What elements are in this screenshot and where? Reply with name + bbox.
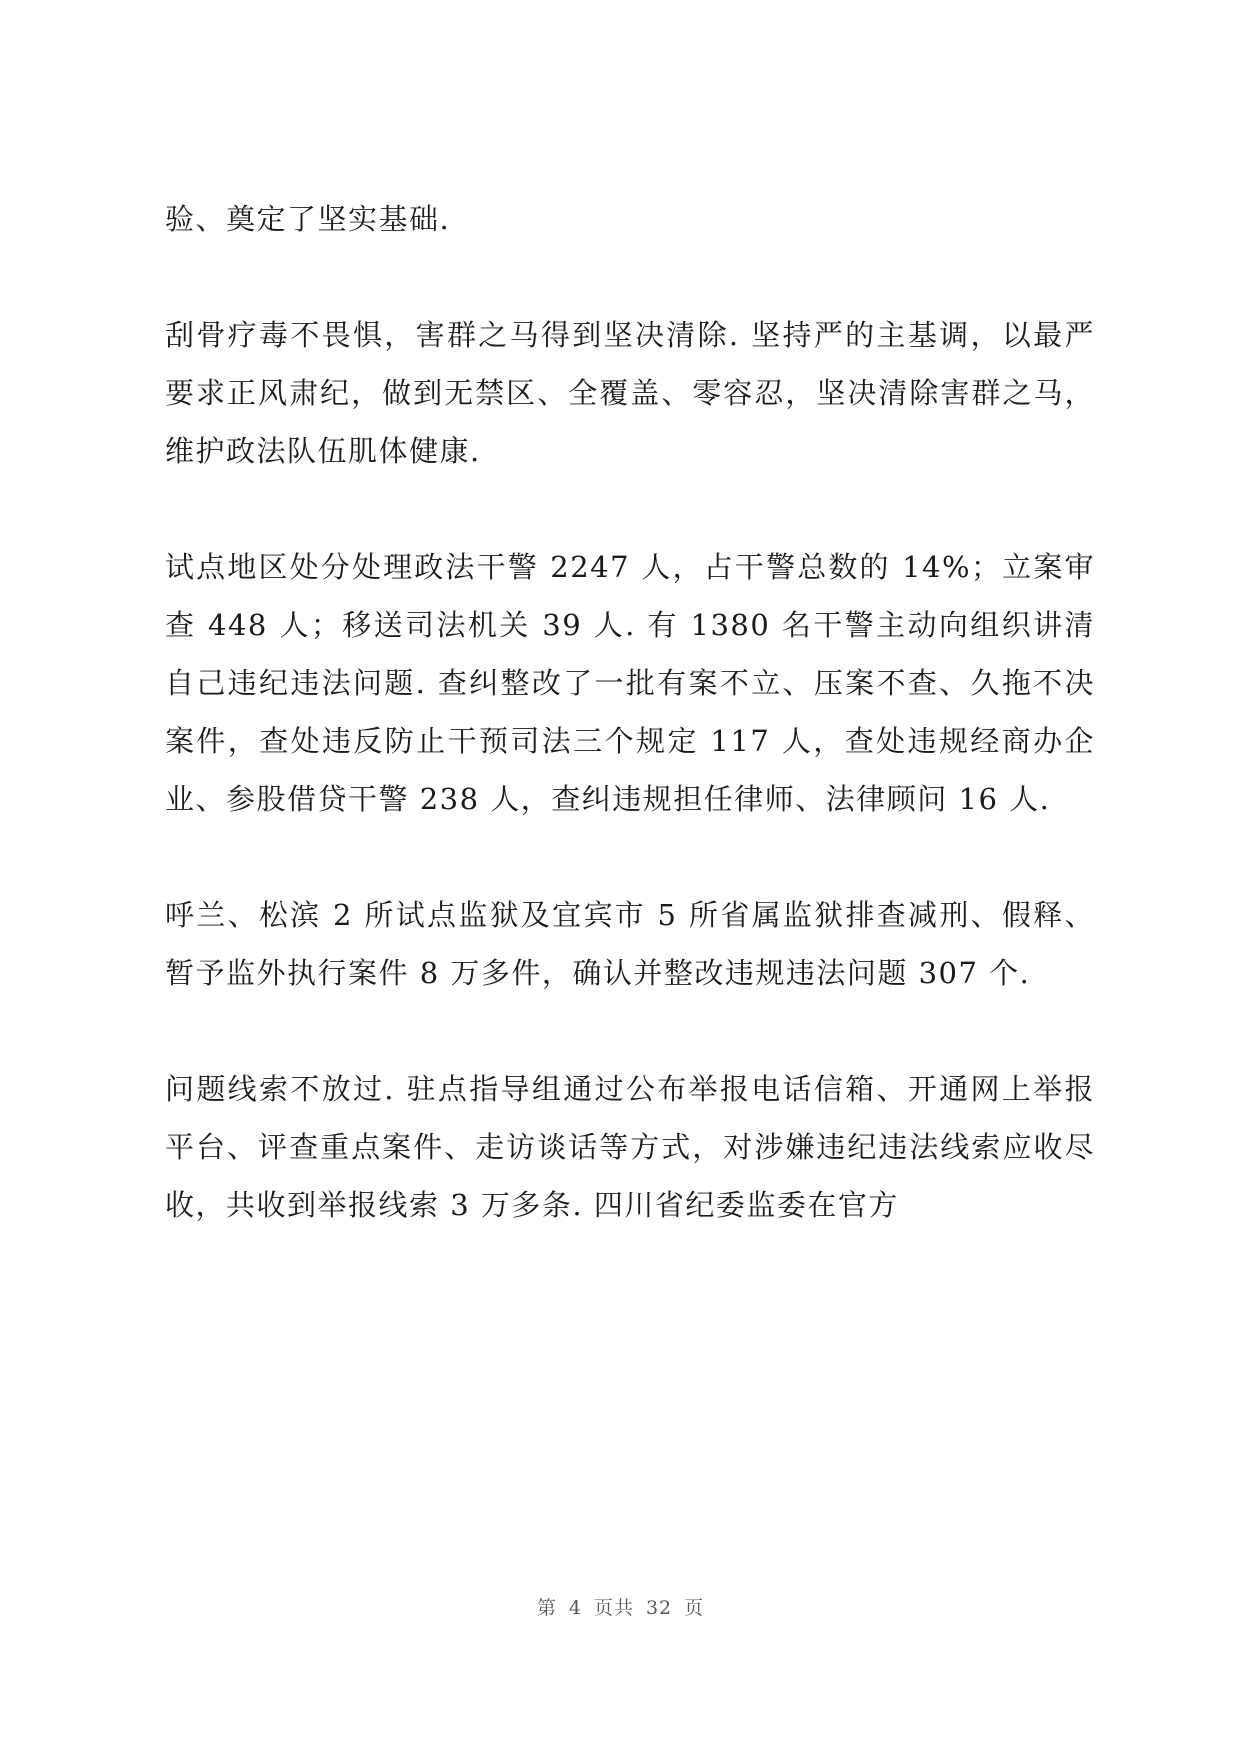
footer-total-pages: 32 <box>645 1597 673 1619</box>
document-body <box>165 190 1095 1234</box>
paragraph-2: 刮骨疗毒不畏惧，害群之马得到坚决清除. 坚持严的主基调，以最严要求正风肃纪，做到无禁区、全覆盖、零容忍，坚决清除害群之马，维护政法队伍肌体健康. <box>165 318 1095 468</box>
paragraph-1: 验、奠定了坚实基础. <box>165 202 451 236</box>
footer-middle: 页共 <box>593 1597 634 1619</box>
paragraph-3: 试点地区处分处理政法干警 2247 人，占干警总数的 14%；立案审查 448 人；移送司法机关 39 人. 有 1380 名干警主动向组织讲清自己违纪违法问题. 查纠整改了一批有案不立、压案不查、久拖不决案件，查处违反防止干预司法三个规定 117 人，查处违规经商办企业、参股借贷干警 238 人，查纠违规担任律师、法律顾问 16 人. <box>165 550 1095 816</box>
page-footer <box>0 1593 1241 1620</box>
paragraph-5: 问题线索不放过. 驻点指导组通过公布举报电话信箱、开通网上举报平台、评查重点案件、走访谈话等方式，对涉嫌违纪违法线索应收尽收，共收到举报线索 3 万多条. 四川省纪委监委在官方 <box>165 1072 1095 1222</box>
footer-suffix: 页 <box>684 1597 705 1619</box>
footer-current-page: 4 <box>568 1597 582 1619</box>
footer-prefix: 第 <box>536 1597 557 1619</box>
paragraph-4: 呼兰、松滨 2 所试点监狱及宜宾市 5 所省属监狱排查减刑、假释、暂予监外执行案件 8 万多件，确认并整改违规违法问题 307 个. <box>165 898 1095 990</box>
